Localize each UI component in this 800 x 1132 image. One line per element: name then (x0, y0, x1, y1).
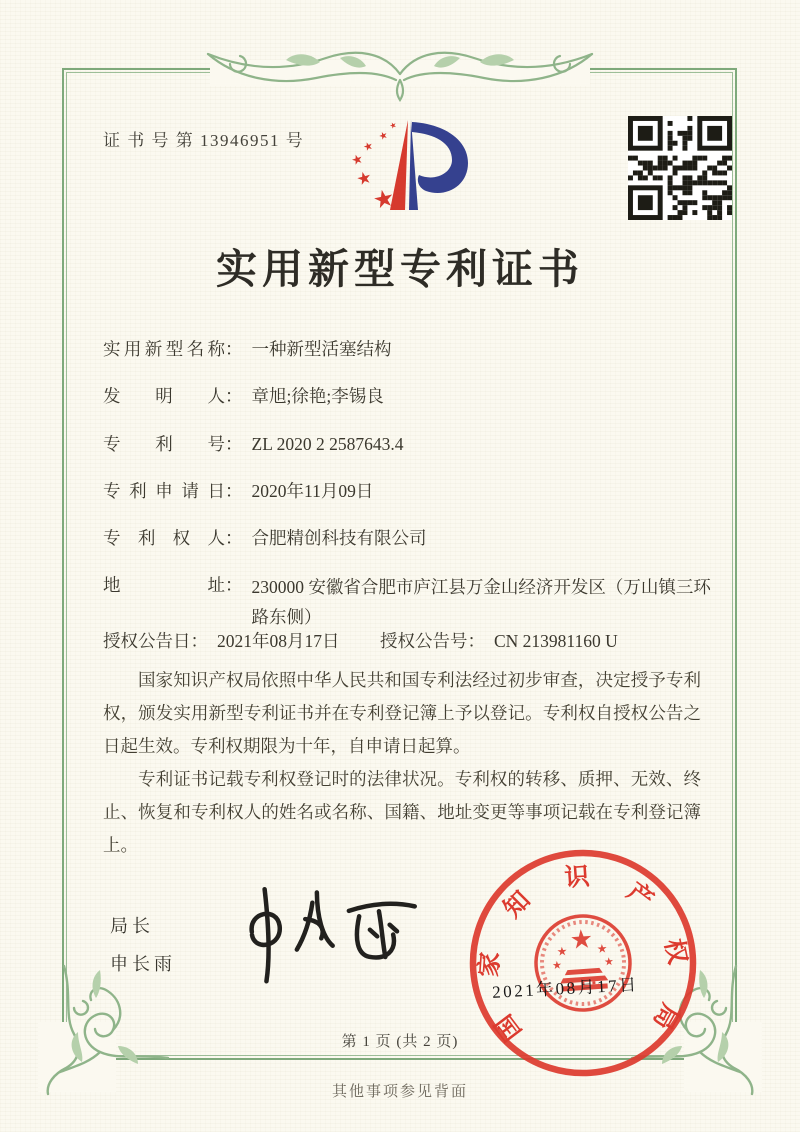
grant-number-value: CN 213981160 U (494, 631, 618, 651)
svg-text:★: ★ (370, 183, 398, 215)
field-label-address: 地址 (103, 575, 225, 595)
field-label-name: 实用新型名称 (103, 339, 225, 359)
svg-text:知: 知 (499, 886, 536, 924)
legal-paragraph-2: 专利证书记载专利权登记时的法律状况。专利权的转移、质押、无效、终止、恢复和专利权人的姓名或名称、国籍、地址变更等事项记载在专利登记簿上。 (103, 769, 701, 855)
svg-text:局: 局 (647, 998, 684, 1034)
field-row-inventors (103, 383, 384, 408)
svg-text:识: 识 (563, 863, 591, 893)
field-row-filing-date (103, 478, 373, 503)
official-seal (455, 835, 711, 1091)
page-number: 第 1 页 (共 2 页) (341, 1034, 459, 1050)
certificate-title: 实用新型专利证书 (216, 246, 584, 292)
field-label-patentee: 专利权人 (103, 528, 225, 548)
field-row-name (103, 336, 392, 361)
field-colon: ： (190, 631, 208, 651)
field-row-patentee (103, 525, 427, 550)
svg-text:★: ★ (377, 129, 390, 144)
field-colon: ： (467, 631, 485, 651)
svg-text:权: 权 (659, 936, 691, 967)
seal-date: 2021年08月17日 (491, 975, 640, 1002)
field-value-patentee: 合肥精创科技有限公司 (251, 528, 427, 548)
svg-text:★: ★ (551, 958, 563, 973)
grant-date-pair (103, 631, 340, 651)
field-colon: ： (225, 339, 243, 359)
grant-number-label: 授权公告号 (380, 631, 468, 651)
svg-text:★: ★ (361, 138, 376, 155)
field-label-filing-date: 专利申请日 (103, 481, 225, 501)
field-value-address: 230000 安徽省合肥市庐江县万金山经济开发区（万山镇三环路东侧） (251, 577, 711, 627)
top-flourish-ornament (170, 40, 630, 106)
field-label-inventors: 发明人 (103, 386, 225, 406)
svg-text:★: ★ (556, 944, 568, 959)
svg-text:★: ★ (349, 151, 366, 170)
back-side-note: 其他事项参见背面 (331, 1084, 468, 1100)
svg-text:★: ★ (388, 119, 399, 132)
grant-date-value: 2021年08月17日 (217, 631, 340, 651)
legal-paragraph-1: 国家知识产权局依照中华人民共和国专利法经过初步审查，决定授予专利权，颁发实用新型专利证书并在专利登记簿上予以登记。专利权自授权公告之日起生效。专利权期限为十年，自申请日起算。 (103, 670, 701, 756)
grant-number-pair (380, 628, 618, 653)
director-signature (219, 873, 434, 994)
grant-date-label: 授权公告日 (103, 631, 191, 651)
field-row-address (103, 572, 717, 632)
field-value-filing-date: 2020年11月09日 (251, 481, 374, 501)
svg-text:★: ★ (568, 924, 595, 956)
director-name: 申长雨 (110, 954, 176, 974)
field-colon: ： (225, 575, 243, 595)
director-title: 局长 (110, 916, 154, 936)
svg-text:国: 国 (490, 1009, 528, 1046)
field-colon: ： (225, 481, 243, 501)
field-value-patent-number: ZL 2020 2 2587643.4 (251, 434, 404, 454)
field-colon: ： (225, 386, 243, 406)
certificate-number: 证 书 号 第 13946951 号 (103, 131, 305, 150)
svg-text:★: ★ (596, 941, 608, 956)
svg-text:★: ★ (354, 167, 375, 191)
legal-text (103, 664, 701, 862)
cnipa-logo (338, 110, 478, 225)
field-colon: ： (225, 434, 243, 454)
svg-text:★: ★ (603, 954, 615, 969)
field-colon: ： (225, 528, 243, 548)
qr-code (628, 116, 732, 220)
svg-text:家: 家 (475, 951, 505, 978)
field-value-name: 一种新型活塞结构 (251, 339, 392, 359)
field-row-patent-number (103, 431, 403, 456)
field-value-inventors: 章旭;徐艳;李锡良 (251, 386, 384, 406)
field-label-patent-number: 专利号 (103, 434, 225, 454)
grant-row (103, 628, 618, 653)
svg-text:产: 产 (621, 877, 658, 915)
